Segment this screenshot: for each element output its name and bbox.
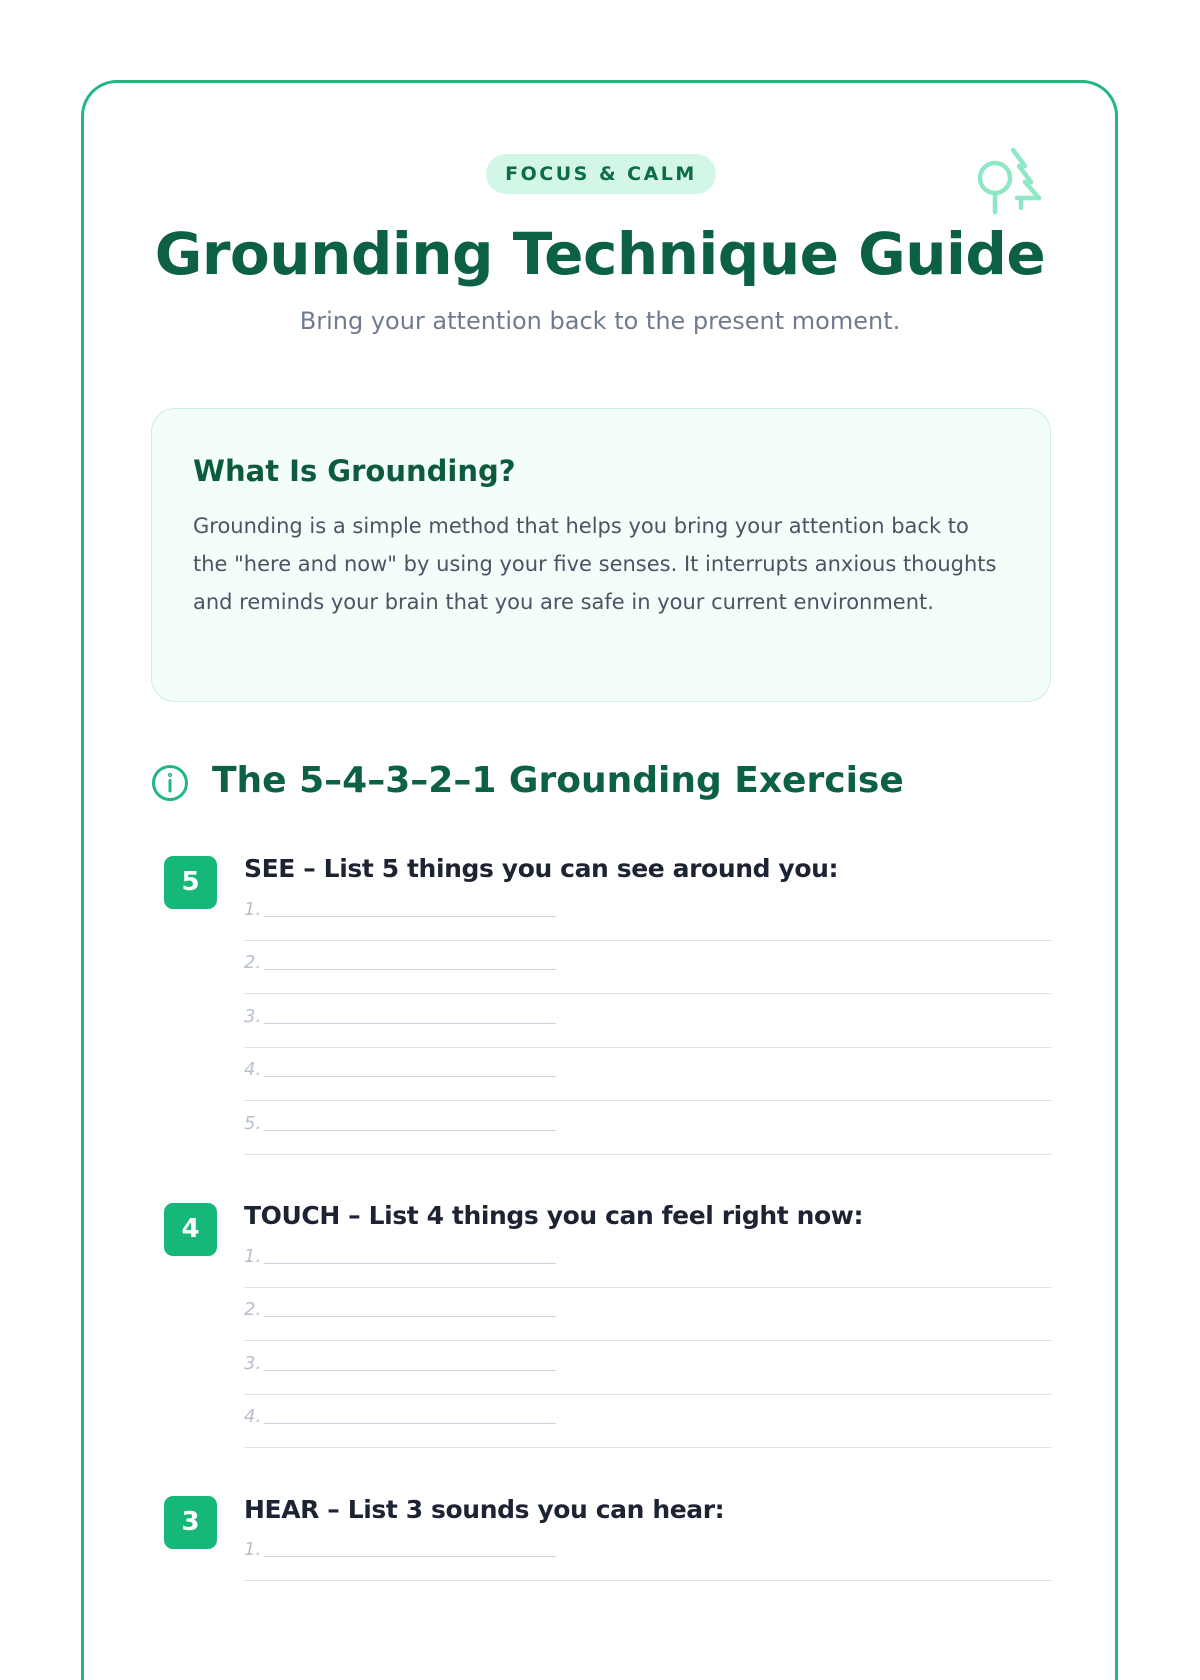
answer-blank xyxy=(264,969,556,970)
answer-blank xyxy=(264,1023,556,1024)
page-subtitle: Bring your attention back to the present moment. xyxy=(299,307,901,335)
answer-number: 1. xyxy=(244,899,262,920)
answer-number: 1. xyxy=(244,1539,262,1560)
step-number-badge: 5 xyxy=(164,856,217,909)
step-heading: TOUCH – List 4 things you can feel right now: xyxy=(244,1201,864,1230)
answer-line[interactable] xyxy=(244,941,1051,994)
answer-line[interactable] xyxy=(244,1102,1051,1155)
answer-number: 5. xyxy=(244,1113,262,1134)
answer-line[interactable] xyxy=(244,1395,1051,1448)
answer-number: 4. xyxy=(244,1406,262,1427)
answer-number: 2. xyxy=(244,1299,262,1320)
category-badge: FOCUS & CALM xyxy=(486,154,716,194)
answer-line[interactable] xyxy=(244,1048,1051,1101)
exercise-title: The 5–4–3–2–1 Grounding Exercise xyxy=(212,760,904,801)
answer-line[interactable] xyxy=(244,1235,1051,1288)
step-heading: SEE – List 5 things you can see around you: xyxy=(244,854,839,883)
info-circle-icon xyxy=(151,764,189,802)
answer-number: 3. xyxy=(244,1353,262,1374)
answer-blank xyxy=(264,916,556,917)
step-number-badge: 4 xyxy=(164,1203,217,1256)
answer-blank xyxy=(264,1423,556,1424)
step-number-badge: 3 xyxy=(164,1496,217,1549)
answer-line[interactable] xyxy=(244,1342,1051,1395)
answer-blank xyxy=(264,1370,556,1371)
answer-number: 3. xyxy=(244,1006,262,1027)
answer-line[interactable] xyxy=(244,1528,1051,1581)
answer-blank xyxy=(264,1556,556,1557)
answer-line[interactable] xyxy=(244,995,1051,1048)
answer-number: 1. xyxy=(244,1246,262,1267)
trees-icon xyxy=(973,144,1047,216)
info-box xyxy=(151,408,1051,702)
answer-blank xyxy=(264,1316,556,1317)
answer-blank xyxy=(264,1263,556,1264)
answer-blank xyxy=(264,1076,556,1077)
step-heading: HEAR – List 3 sounds you can hear: xyxy=(244,1495,725,1524)
answer-line[interactable] xyxy=(244,1288,1051,1341)
answer-number: 4. xyxy=(244,1059,262,1080)
answer-number: 2. xyxy=(244,952,262,973)
answer-blank xyxy=(264,1130,556,1131)
info-text: Grounding is a simple method that helps you bring your attention back to the "here and now" by using your five senses. It interrupts anxious thoughts and reminds your brain that you are safe in your current environment. xyxy=(193,514,997,614)
answer-line[interactable] xyxy=(244,888,1051,941)
page-title: Grounding Technique Guide xyxy=(154,220,1046,288)
info-title: What Is Grounding? xyxy=(193,454,516,488)
